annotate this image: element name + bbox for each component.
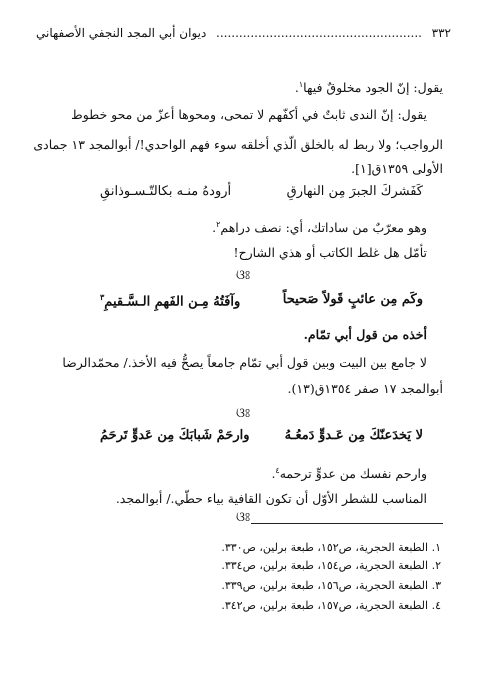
section-ornament: ଓଃ: [235, 510, 251, 525]
page-number: ٣٣٢: [431, 26, 451, 40]
body-line: الأولى ١٣٥٩ق[١].: [351, 161, 443, 176]
verse-line: [40, 292, 447, 312]
footnote-ref: ٤: [275, 466, 280, 475]
section-ornament: ଓଃ: [235, 268, 251, 283]
footnote: ٣. الطبعة الحجرية، ص١٥٦، طبعة برلين، ص٣٣٩.: [221, 579, 441, 592]
body-line: المناسب للشطر الأوّل أن تكون القافية بياء حطّي./ أبوالمجد.: [115, 491, 427, 506]
verse-hemistich-second: وارحَمْ شَبابَكَ مِن عَدوٍّ تَرحَمُ: [100, 428, 250, 443]
body-line: وهو معرّبٌ من ساداتك، أي: نصف دراهم$^٢$.: [212, 220, 427, 236]
footnote: ٤. الطبعة الحجرية، ص١٥٧، طبعة برلين، ص٣٤٢.: [221, 599, 441, 612]
footnote: ١. الطبعة الحجرية، ص١٥٢، طبعة برلين، ص٣٣٠.: [221, 541, 441, 554]
body-line: وارحم نفسك من عدوٍّ ترحمه$^٤$.: [271, 466, 427, 482]
body-line: لا جامع بين البيت وبين قول أبي تمّام جامعاً يصحُّ فيه الأخذ./ محمّدالرضا: [62, 355, 427, 370]
body-line: يقول: إنّ الندى ثابتٌ في أكفّهم لا تمحى، ومحوها أعزّ من محو خطوط: [71, 107, 427, 122]
footnote: ٢. الطبعة الحجرية، ص١٥٤، طبعة برلين، ص٣٣٤.: [221, 559, 441, 572]
header-dots: ......................................................: [216, 26, 422, 40]
body-line: الرواجب؛ ولا ربط له بالخلق الّذي أخلقه سوء فهم الواحدي!/ أبوالمجد ١٣ جمادى: [33, 137, 443, 152]
body-line: يقول: إنّ الجود مخلوقٌ فيها$^١$.: [294, 80, 443, 96]
running-title: ديوان أبي المجد النجفي الأصفهاني: [36, 26, 207, 40]
body-line: تأمّل هل غلط الكاتب أو هذي الشارح!: [233, 245, 427, 260]
running-header: [36, 24, 451, 42]
verse-line: [40, 428, 447, 448]
verse-hemistich-first: وكَم مِن عائبٍ قَولاً صَحيحاً: [282, 292, 423, 307]
footnote-ref: ٢: [216, 220, 221, 229]
footnote-ref: ٣: [100, 292, 105, 302]
verse-hemistich-second: أرودهُ منـه بكالتّـسـوذانقِ: [100, 184, 232, 199]
section-ornament: ଓଃ: [235, 406, 251, 421]
footnote-divider: [251, 523, 443, 524]
verse-hemistich-first: كَفَشركَ الجبرَ مِن النهارقِ: [286, 184, 423, 199]
body-line: أبوالمجد ١٧ صفر ١٣٥٤ق(١٣).: [287, 381, 443, 396]
verse-hemistich-first: لا يَخدَعنّكَ مِن عَـدوٍّ دَمعُـهُ: [284, 428, 423, 443]
footnote-ref: ١: [298, 80, 304, 89]
body-line: أخذه من قول أبي تمّام.: [303, 327, 427, 342]
verse-line: [40, 184, 447, 204]
verse-hemistich-second: وآفَتُهُ مِـن الفَهمِ الـسَّـقيمِ$^٣$: [100, 292, 241, 310]
